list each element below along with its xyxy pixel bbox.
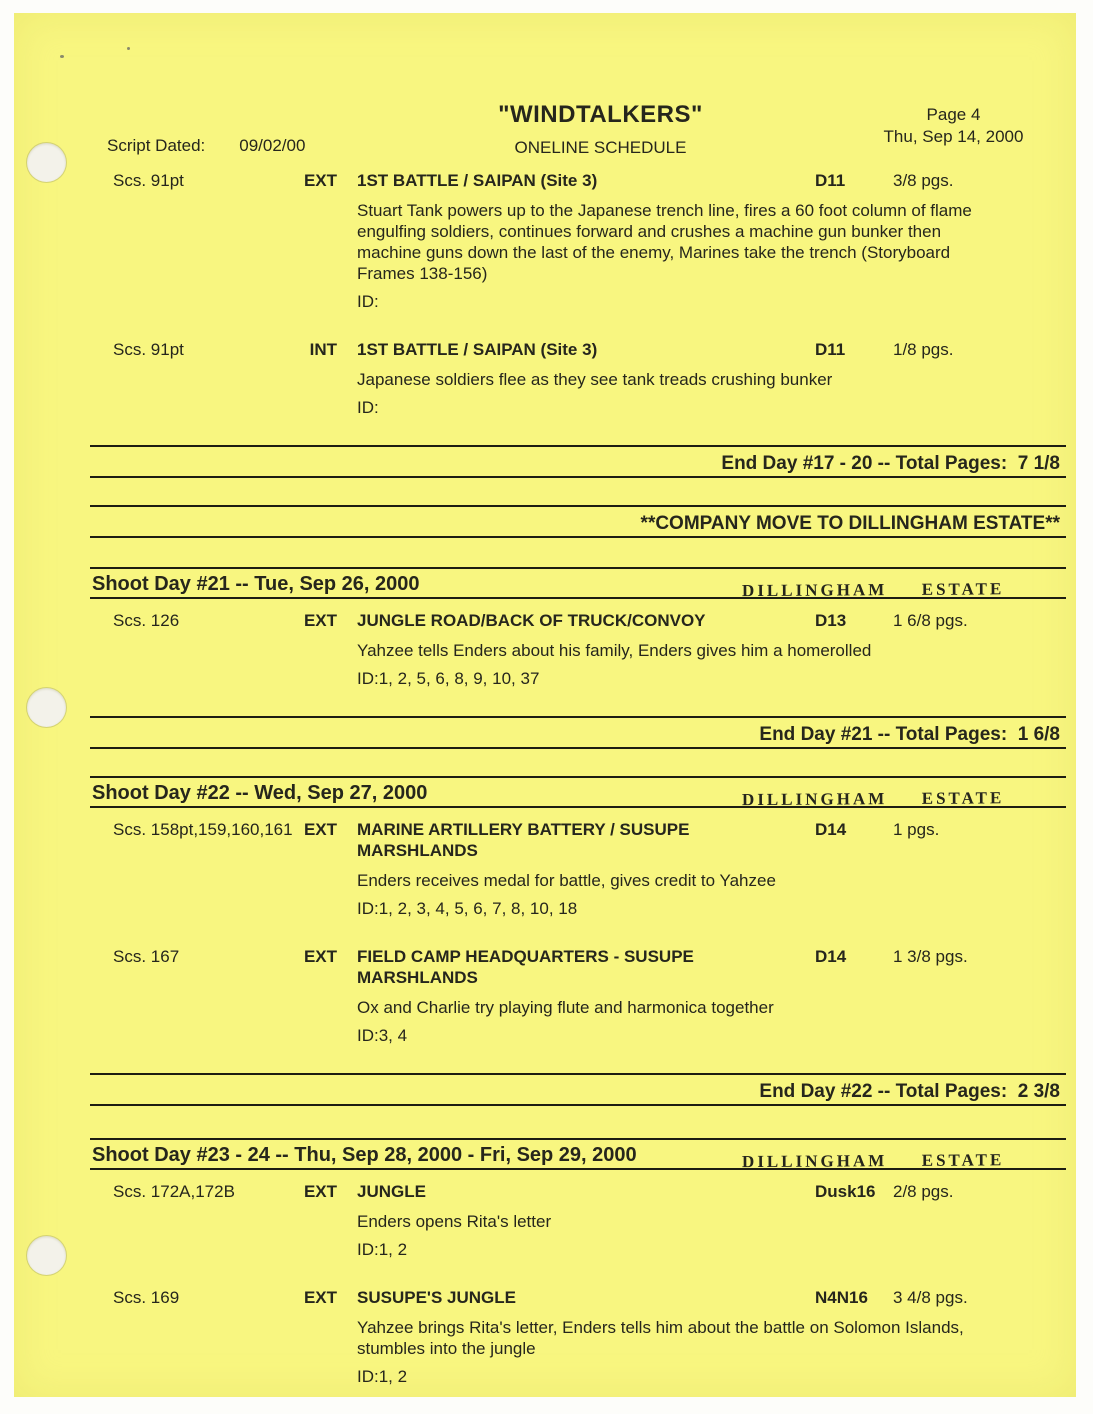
- scene-int-ext: EXT: [303, 1288, 337, 1307]
- scene-page-count: 1/8 pgs.: [893, 340, 954, 359]
- hole-punch-bottom: [27, 1236, 66, 1275]
- hole-punch-top: [27, 143, 66, 182]
- document-title: "WINDTALKERS": [498, 101, 703, 128]
- shoot-day-title: Shoot Day #23 - 24 -- Thu, Sep 28, 2000 - Fri, Sep 29, 2000: [92, 1144, 637, 1166]
- schedule-content: [90, 13, 1066, 1397]
- scene-day-code: D14: [815, 947, 847, 966]
- scene-cast-ids: ID:1, 2, 5, 6, 8, 9, 10, 37: [357, 669, 540, 688]
- shoot-day-title: Shoot Day #21 -- Tue, Sep 26, 2000: [92, 573, 420, 595]
- pencil-speck: [60, 55, 64, 58]
- scene-entry: [90, 170, 1066, 312]
- scene-int-ext: INT: [309, 340, 337, 359]
- scene-cast-ids: ID:3, 4: [357, 1026, 408, 1045]
- scene-cast-ids: ID:1, 2: [357, 1367, 408, 1386]
- scene-numbers: Scs. 91pt: [113, 340, 184, 359]
- scene-entry: [90, 1287, 1066, 1387]
- scene-numbers: Scs. 167: [113, 947, 180, 966]
- scene-entry: [90, 339, 1066, 418]
- scene-int-ext: EXT: [303, 1182, 337, 1201]
- scene-page-count: 1 pgs.: [893, 820, 940, 839]
- handwritten-location-note: DILLINGHAM ESTATE: [741, 1150, 1005, 1172]
- script-dated-row: [90, 101, 360, 158]
- scene-title: 1ST BATTLE / SAIPAN (Site 3): [357, 171, 598, 190]
- scene-cast-ids: ID:: [357, 292, 379, 311]
- scene-numbers: Scs. 126: [113, 611, 180, 630]
- scene-description: Enders receives medal for battle, gives credit to Yahzee: [357, 871, 776, 890]
- scene-page-count: 1 6/8 pgs.: [893, 611, 968, 630]
- title-block: [360, 101, 841, 158]
- end-day-banner: End Day #17 - 20 -- Total Pages: 7 1/8: [90, 445, 1066, 478]
- scene-title: MARINE ARTILLERY BATTERY / SUSUPE MARSHLANDS: [357, 820, 690, 860]
- shoot-day-header: [90, 776, 1066, 808]
- scene-page-count: 3 4/8 pgs.: [893, 1288, 968, 1307]
- scene-day-code: D13: [815, 611, 847, 630]
- report-date: Thu, Sep 14, 2000: [883, 127, 1024, 146]
- scene-description: Stuart Tank powers up to the Japanese trench line, fires a 60 foot column of flame engulfing soldiers, continues forward and crushes a machine gun bunker then machine guns down the last of the enemy, Marines take the trench (Storyboard Frames 138-156): [357, 201, 972, 283]
- page-number: Page 4: [926, 105, 981, 124]
- shoot-day-header: [90, 567, 1066, 599]
- scene-day-code: D11: [815, 171, 846, 190]
- day-scenes-group: [90, 1181, 1066, 1387]
- schedule-type-label: ONELINE SCHEDULE: [514, 138, 687, 157]
- shoot-day-title: Shoot Day #22 -- Wed, Sep 27, 2000: [92, 782, 428, 804]
- document-header: [90, 13, 1066, 158]
- scene-cast-ids: ID:1, 2, 3, 4, 5, 6, 7, 8, 10, 18: [357, 899, 578, 918]
- scene-description: Ox and Charlie try playing flute and harmonica together: [357, 998, 774, 1017]
- day-scenes-group: [90, 610, 1066, 689]
- scene-int-ext: EXT: [303, 171, 337, 190]
- scene-description: Enders opens Rita's letter: [357, 1212, 552, 1231]
- scene-title: SUSUPE'S JUNGLE: [357, 1288, 516, 1307]
- scene-description: Yahzee tells Enders about his family, Enders gives him a homerolled: [357, 641, 872, 660]
- handwritten-location-note: DILLINGHAM ESTATE: [741, 579, 1005, 601]
- scene-title: 1ST BATTLE / SAIPAN (Site 3): [357, 340, 598, 359]
- scene-numbers: Scs. 158pt,159,160,161: [113, 820, 293, 839]
- scene-cast-ids: ID:1, 2: [357, 1240, 408, 1259]
- scene-numbers: Scs. 172A,172B: [113, 1182, 235, 1201]
- scene-day-code: D11: [815, 340, 846, 359]
- scene-page-count: 1 3/8 pgs.: [893, 947, 968, 966]
- scene-numbers: Scs. 169: [113, 1288, 180, 1307]
- yellow-paper-sheet: [14, 13, 1076, 1397]
- scene-day-code: Dusk16: [815, 1182, 876, 1201]
- scene-page-count: 3/8 pgs.: [893, 171, 954, 190]
- shoot-day-header: [90, 1138, 1066, 1170]
- scene-day-code: D14: [815, 820, 847, 839]
- scene-entry: [90, 610, 1066, 689]
- end-day-banner: End Day #21 -- Total Pages: 1 6/8: [90, 716, 1066, 749]
- scene-page-count: 2/8 pgs.: [893, 1182, 954, 1201]
- scene-title: JUNGLE ROAD/BACK OF TRUCK/CONVOY: [357, 611, 706, 630]
- scene-cast-ids: ID:: [357, 398, 379, 417]
- script-dated-value: 09/02/00: [239, 136, 306, 155]
- script-dated-label: Script Dated:: [107, 136, 206, 155]
- scene-entry: [90, 946, 1066, 1046]
- hole-punch-middle: [27, 688, 66, 727]
- scene-int-ext: EXT: [303, 820, 337, 839]
- scene-title: FIELD CAMP HEADQUARTERS - SUSUPE MARSHLANDS: [357, 947, 694, 987]
- page-info-block: [841, 101, 1066, 158]
- scene-description: Japanese soldiers flee as they see tank treads crushing bunker: [357, 370, 833, 389]
- handwritten-location-note: DILLINGHAM ESTATE: [741, 788, 1005, 810]
- scene-entry: [90, 819, 1066, 919]
- scene-entry: [90, 1181, 1066, 1260]
- company-move-banner: **COMPANY MOVE TO DILLINGHAM ESTATE**: [90, 505, 1066, 538]
- scene-description: Yahzee brings Rita's letter, Enders tells him about the battle on Solomon Islands, stumbles into the jungle: [357, 1318, 964, 1358]
- scene-int-ext: EXT: [303, 611, 337, 630]
- scene-numbers: Scs. 91pt: [113, 171, 184, 190]
- scene-day-code: N4N16: [815, 1288, 868, 1307]
- day-scenes-group: [90, 819, 1066, 1046]
- scene-int-ext: EXT: [303, 947, 337, 966]
- end-day-banner: End Day #22 -- Total Pages: 2 3/8: [90, 1073, 1066, 1106]
- scene-title: JUNGLE: [357, 1182, 426, 1201]
